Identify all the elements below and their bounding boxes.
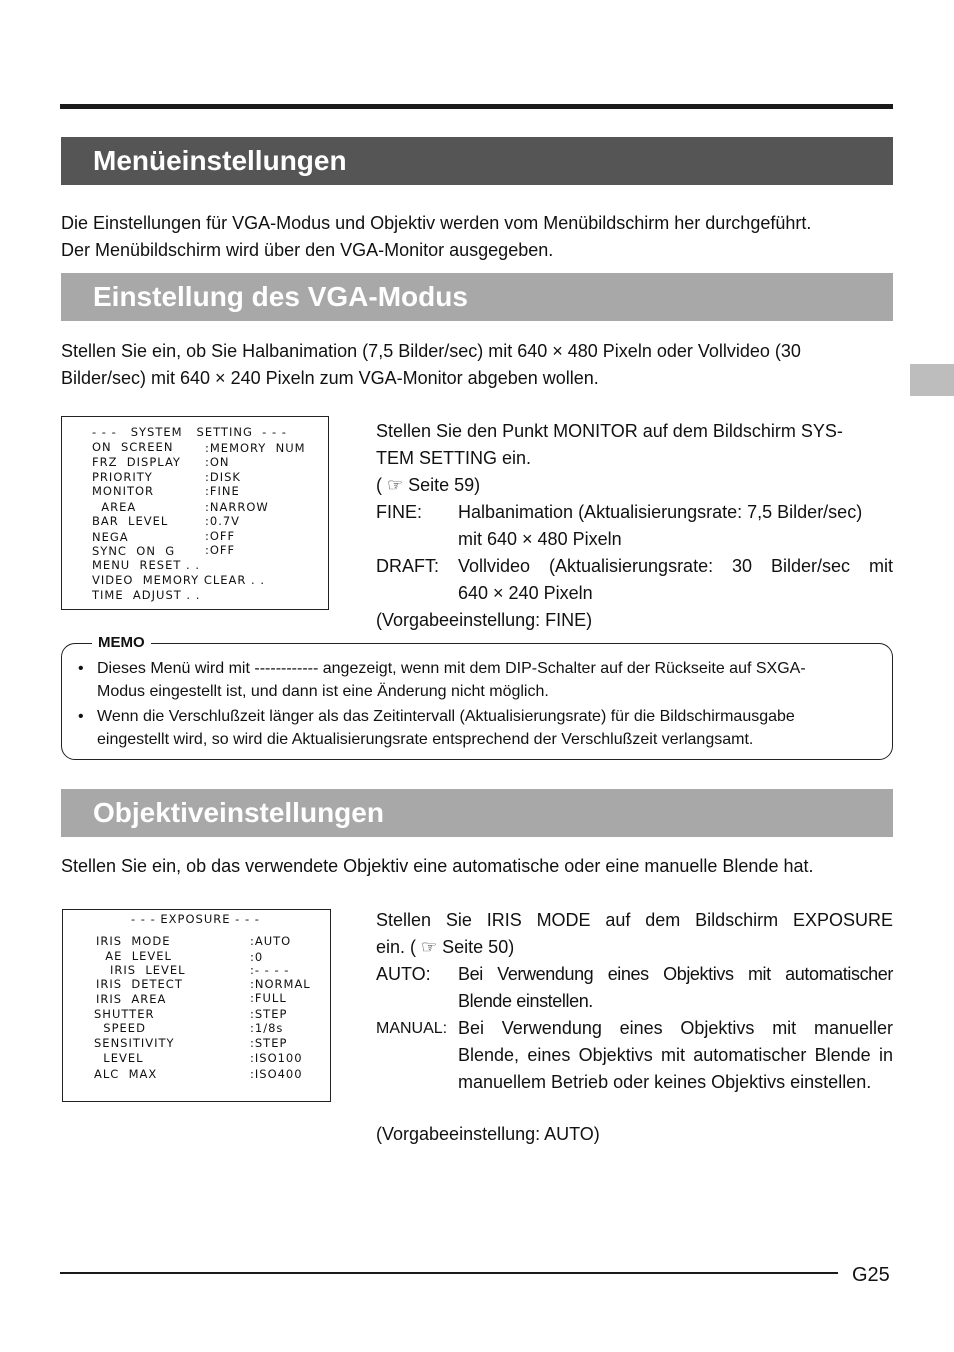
system-extra-item: TIME ADJUST . . [92,588,201,602]
memo-item [97,705,877,751]
system-row-label: ON SCREEN [92,440,174,454]
draft-text-line-2: 640 × 240 Pixeln [458,583,593,603]
system-row-label: FRZ DISPLAY [92,455,181,469]
exposure-row-label: SPEED [94,1021,146,1035]
vga-intro-line-2: Bilder/sec) mit 640 × 240 Pixeln zum VGA-Monitor abgeben wollen. [61,368,599,388]
vga-description [376,418,893,634]
lens-description [376,907,893,1152]
exposure-row-label: AE LEVEL [96,949,172,963]
intro-line-2: Der Menübildschirm wird über den VGA-Monitor ausgegeben. [61,240,554,260]
exposure-row-value: :NORMAL [250,977,311,991]
memo-item-2-line-1: Wenn die Verschlußzeit länger als das Zeitintervall (Aktualisierungsrate) für die Bildschirmausgabe [97,708,795,725]
exposure-row-value: :ISO400 [250,1067,303,1081]
page-number: G25 [852,1264,890,1286]
system-row-value: :ON [205,455,230,469]
system-row-value: :NARROW [205,500,269,514]
system-row-value: :0.7V [205,514,241,528]
vga-intro-paragraph [61,338,893,392]
exposure-row-label: LEVEL [94,1051,144,1065]
exposure-row-label: IRIS DETECT [96,977,183,991]
memo-title: MEMO [92,632,151,654]
exposure-row-value: :STEP [250,1036,288,1050]
lens-default-note: (Vorgabeeinstellung: AUTO) [376,1124,600,1144]
system-extra-item: VIDEO MEMORY CLEAR . . [92,573,266,587]
heading-lens-settings: Objektiveinstellungen [61,789,893,837]
memo-bullet: • [78,660,84,677]
exposure-row-value: :AUTO [250,934,292,948]
system-row-label: SYNC ON G [92,544,176,558]
system-row-value: :OFF [205,529,236,543]
system-row-label: PRIORITY [92,470,153,484]
fine-text-line-2: mit 640 × 480 Pixeln [458,529,622,549]
draft-text-line-1: Vollvideo (Aktualisierungsrate: 30 Bilder/sec mit [458,556,893,576]
fine-text-line-1: Halbanimation (Aktualisierungsrate: 7,5 Bilder/sec) [458,502,863,522]
manual-text: Bei Verwendung eines Objektivs mit manueller Blende, eines Objektivs mit automatischer Blende in manuellem Betrieb oder keines Objektivs einstellen. [458,1018,893,1092]
system-row-value: :MEMORY NUM [205,441,306,455]
system-row-value: :DISK [205,470,241,484]
exposure-row-value: :1/8s [250,1021,284,1035]
memo-item-2-line-2: eingestellt wird, so wird die Aktualisierungsrate entsprechend der Verschlußzeit verlangsamt. [97,731,754,748]
exposure-row-value: :STEP [250,1007,288,1021]
memo-item-1-line-1: Dieses Menü wird mit ------------ angezeigt, wenn mit dem DIP-Schalter auf der Rückseite auf SXGA- [97,660,806,677]
vga-desc-page-ref: ( ☞ Seite 59) [376,475,481,495]
intro-paragraph [61,210,893,264]
exposure-row-label: IRIS LEVEL [96,963,186,977]
exposure-row-label: SHUTTER [94,1007,155,1021]
bottom-rule [60,1272,838,1274]
system-row-label: MONITOR [92,484,155,498]
exposure-screen-title: - - - EXPOSURE - - - [131,912,260,926]
system-row-value: :OFF [205,543,236,557]
exposure-row-label: ALC MAX [94,1067,158,1081]
heading-vga-mode: Einstellung des VGA-Modus [61,273,893,321]
lens-desc-line-1: Stellen Sie IRIS MODE auf dem Bildschirm EXPOSURE [376,910,893,930]
vga-desc-line-2: TEM SETTING ein. [376,448,532,468]
manual-label: MANUAL: [376,1020,448,1037]
vga-intro-line-1: Stellen Sie ein, ob Sie Halbanimation (7,5 Bilder/sec) mit 640 × 480 Pixeln oder Vollvideo (30 [61,341,801,361]
auto-text: Bei Verwendung eines Objektivs mit automatischer Blende einstellen. [458,964,893,1011]
system-row-label: BAR LEVEL [92,514,169,528]
system-row-label: AREA [92,500,137,514]
memo-item [97,657,877,703]
vga-default-note: (Vorgabeeinstellung: FINE) [376,610,593,630]
memo-bullet: • [78,708,84,725]
exposure-row-value: :ISO100 [250,1051,303,1065]
exposure-row-value: :FULL [250,991,287,1005]
top-rule [60,104,893,109]
exposure-screen [62,909,331,1102]
system-setting-screen [61,416,329,610]
exposure-row-value: :0 [250,950,264,964]
system-row-value: :FINE [205,484,240,498]
system-screen-title: - - - SYSTEM SETTING - - - [92,425,287,439]
exposure-row-label: SENSITIVITY [94,1036,175,1050]
intro-line-1: Die Einstellungen für VGA-Modus und Objektiv werden vom Menübildschirm her durchgeführt. [61,213,812,233]
system-extra-item: MENU RESET . . [92,558,200,572]
memo-item-1-line-2: Modus eingestellt ist, und dann ist eine Änderung nicht möglich. [97,683,549,700]
fine-label: FINE: [376,502,423,522]
vga-desc-line-1: Stellen Sie den Punkt MONITOR auf dem Bildschirm SYS- [376,421,843,441]
side-tab-marker [910,364,954,396]
auto-label: AUTO: [376,964,431,984]
lens-intro-paragraph: Stellen Sie ein, ob das verwendete Objektiv eine automatische oder eine manuelle Blende hat. [61,856,814,876]
exposure-row-label: IRIS AREA [96,992,167,1006]
exposure-row-value: :- - - - [250,963,290,977]
exposure-row-label: IRIS MODE [96,934,171,948]
system-row-label: NEGA [92,530,129,544]
heading-menu-settings: Menüeinstellungen [61,137,893,185]
lens-desc-line-2: ein. ( ☞ Seite 50) [376,937,515,957]
draft-label: DRAFT: [376,556,439,576]
